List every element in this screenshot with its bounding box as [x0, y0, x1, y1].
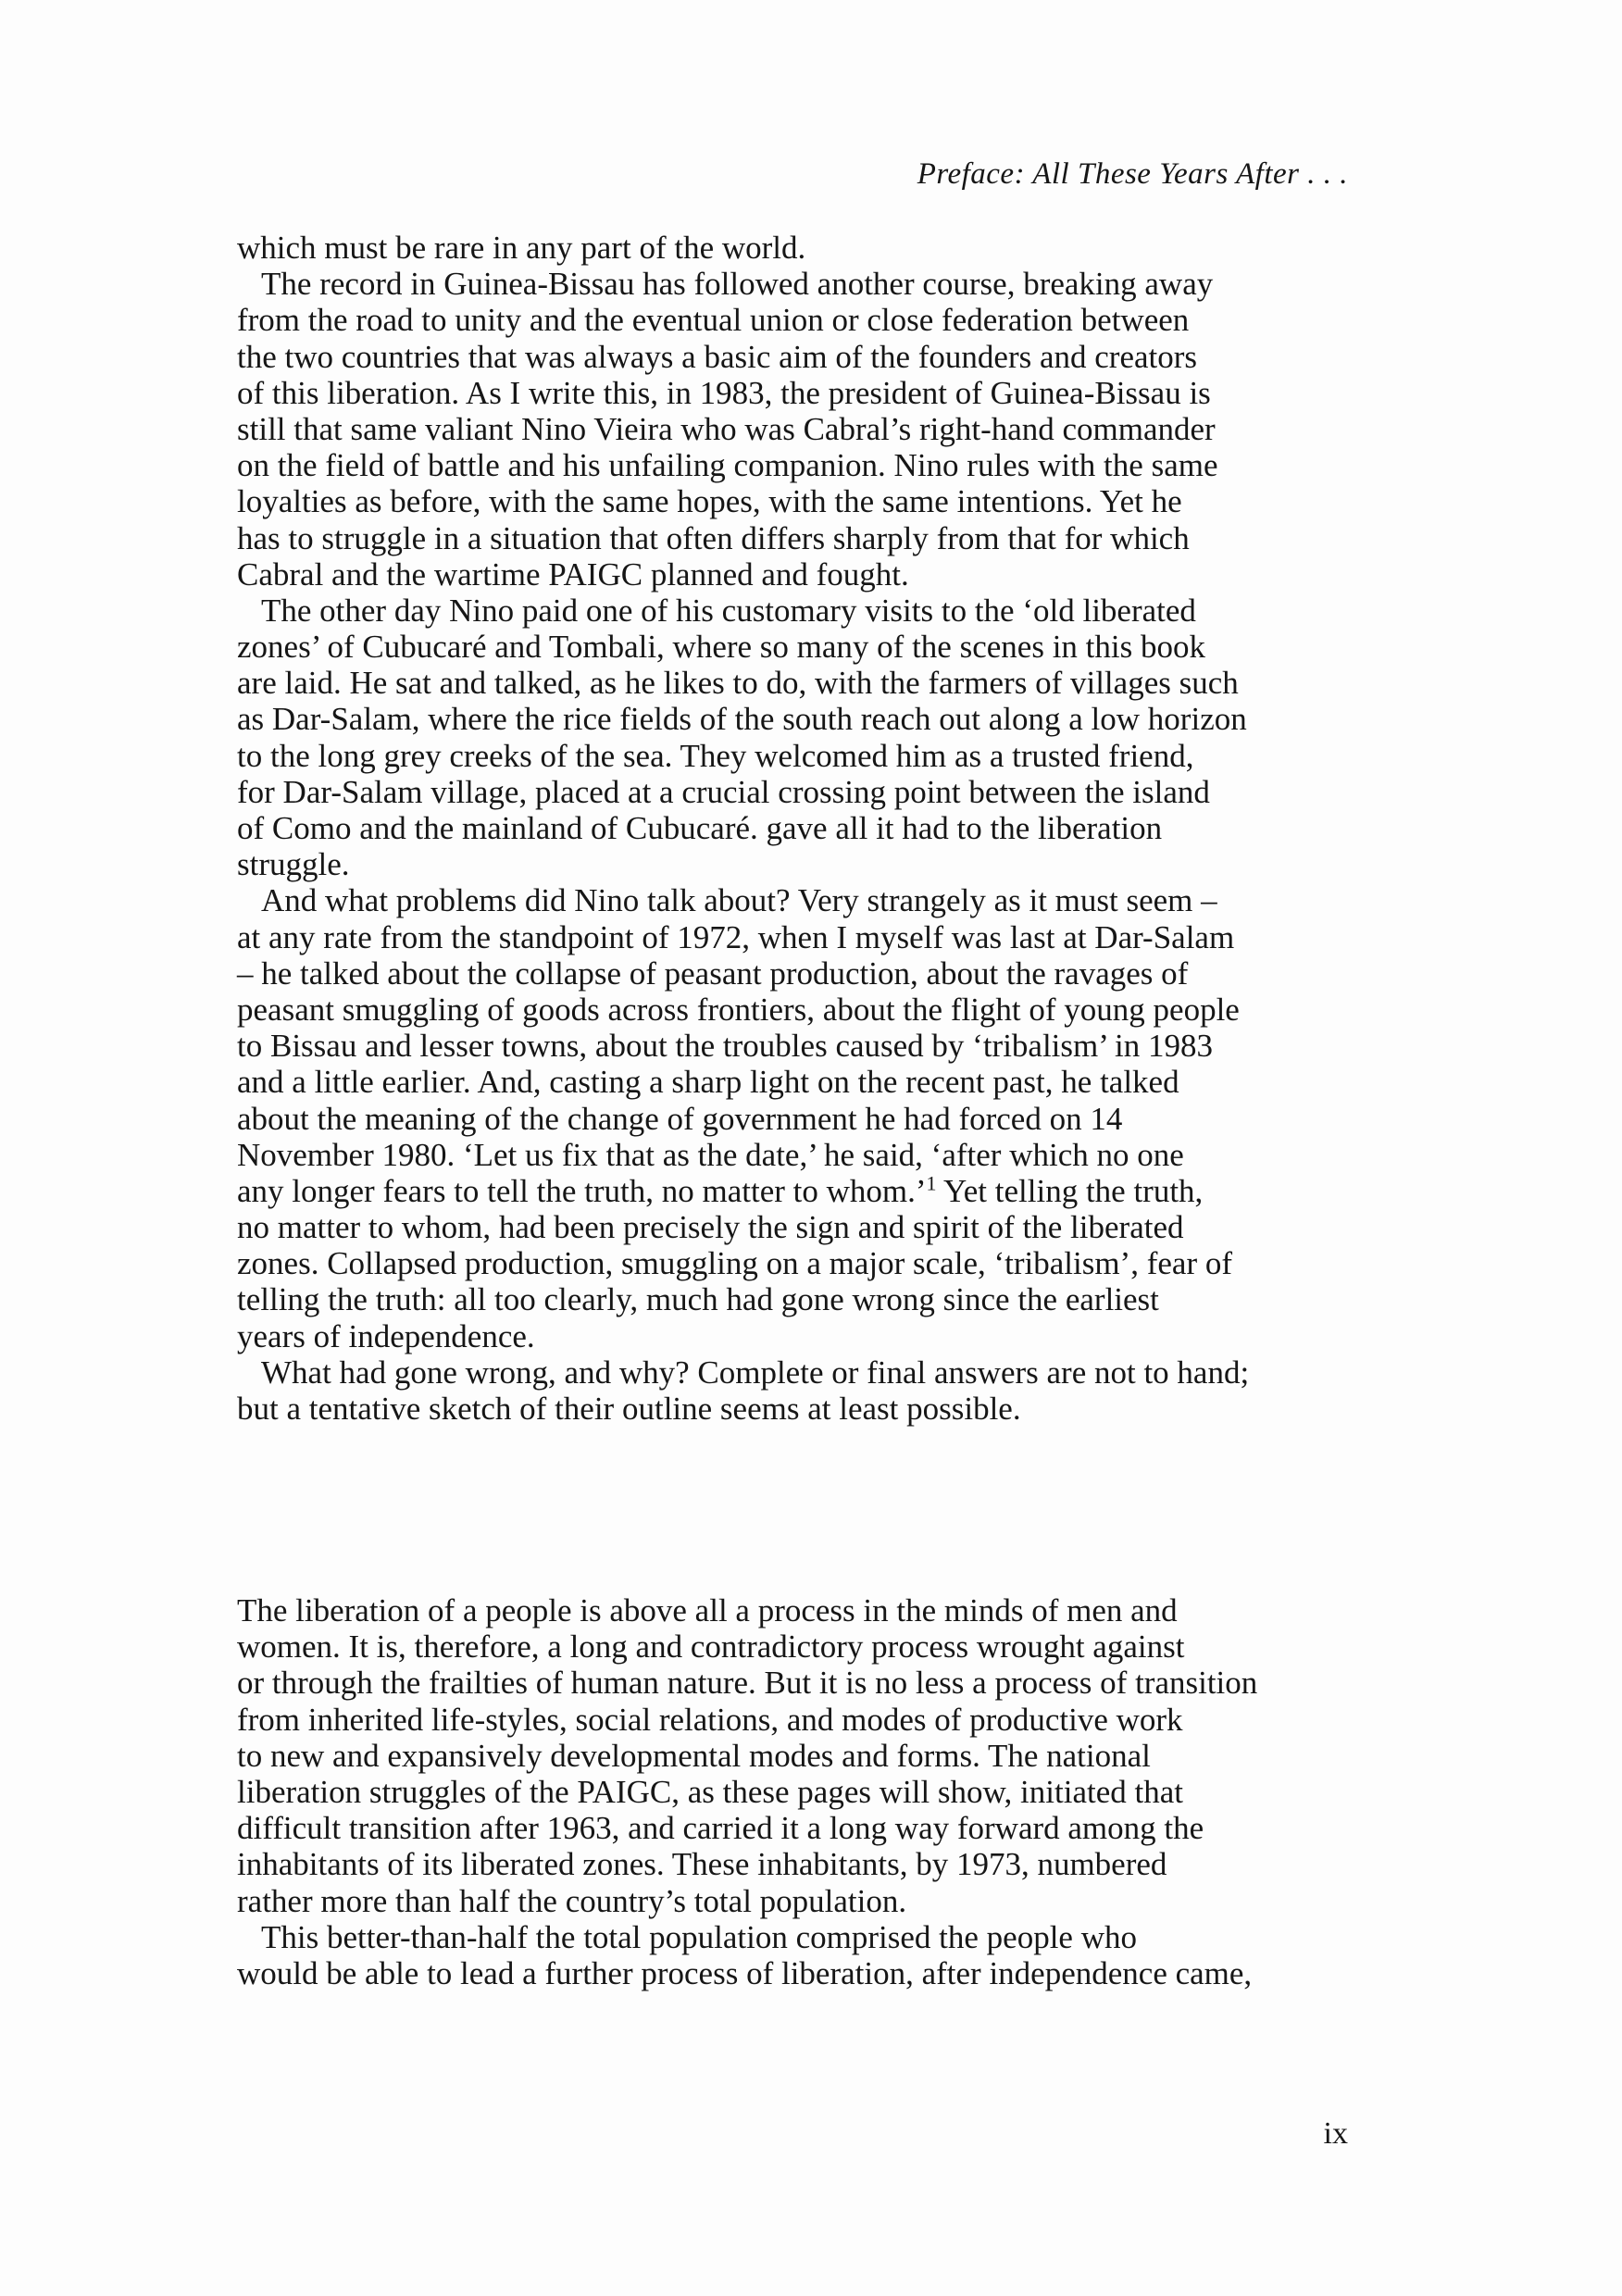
- text-line: [237, 1318, 1385, 1354]
- line-text: struggle.: [237, 846, 350, 883]
- text-line: [237, 846, 1385, 882]
- line-text: loyalties as before, with the same hopes, with the same intentions. Yet he: [237, 483, 1182, 520]
- line-text: or through the frailties of human nature. But it is no less a process of transition: [237, 1665, 1258, 1702]
- text-line: [237, 665, 1385, 701]
- text-line: [237, 1137, 1385, 1173]
- text-block-2: [237, 1592, 1385, 1991]
- line-text: years of independence.: [237, 1317, 535, 1354]
- text-line: [237, 701, 1385, 737]
- text-line: [237, 738, 1385, 774]
- line-text: – he talked about the collapse of peasant production, about the ravages of: [237, 955, 1189, 992]
- line-text: from inherited life-styles, social relations, and modes of productive work: [237, 1701, 1183, 1738]
- text-line: [237, 1101, 1385, 1137]
- line-text: November 1980. ‘Let us fix that as the date,’ he said, ‘after which no one: [237, 1136, 1184, 1173]
- text-line: [237, 1810, 1385, 1846]
- line-text: of this liberation. As I write this, in 1983, the president of Guinea-Bissau is: [237, 374, 1211, 411]
- text-line: [237, 1774, 1385, 1810]
- line-text: to new and expansively developmental modes and forms. The national: [237, 1737, 1151, 1774]
- text-line: [237, 1173, 1385, 1209]
- text-line: [237, 1665, 1385, 1701]
- text-line: [237, 1883, 1385, 1919]
- line-text: zones’ of Cubucaré and Tombali, where so many of the scenes in this book: [237, 629, 1205, 666]
- text-line: [237, 1592, 1385, 1628]
- line-text: for Dar-Salam village, placed at a crucial crossing point between the island: [237, 773, 1210, 810]
- text-line: [237, 339, 1385, 375]
- line-text: but a tentative sketch of their outline seems at least possible.: [237, 1391, 1021, 1427]
- text-line: [237, 1846, 1385, 1882]
- line-text: zones. Collapsed production, smuggling on a major scale, ‘tribalism’, fear of: [237, 1245, 1233, 1282]
- line-text: rather more than half the country’s total population.: [237, 1882, 907, 1919]
- text-line: [237, 1209, 1385, 1245]
- text-line: [237, 629, 1385, 665]
- text-line: [237, 447, 1385, 483]
- running-head: Preface: All These Years After . . .: [917, 157, 1348, 191]
- text-line: [237, 1628, 1385, 1665]
- text-line: [237, 882, 1385, 918]
- text-line: [237, 774, 1385, 810]
- text-line: [237, 411, 1385, 447]
- text-line: [237, 955, 1385, 992]
- page-number: ix: [1323, 2116, 1348, 2151]
- line-text: as Dar-Salam, where the rice fields of the south reach out along a low horizon: [237, 701, 1247, 738]
- line-text: This better-than-half the total population comprised the people who: [261, 1918, 1137, 1955]
- text-line: [237, 593, 1385, 629]
- text-line: [237, 1354, 1385, 1391]
- line-text: about the meaning of the change of government he had forced on 14: [237, 1100, 1123, 1137]
- text-line: [237, 1281, 1385, 1317]
- text-line: [237, 1064, 1385, 1100]
- text-line: [237, 919, 1385, 955]
- line-text: and a little earlier. And, casting a sharp light on the recent past, he talked: [237, 1064, 1179, 1101]
- text-line: [237, 520, 1385, 556]
- line-text: at any rate from the standpoint of 1972, when I myself was last at Dar-Salam: [237, 918, 1235, 955]
- text-line: [237, 1391, 1385, 1427]
- text-line: [237, 266, 1385, 302]
- text-line: [237, 810, 1385, 846]
- line-text: the two countries that was always a basic aim of the founders and creators: [237, 338, 1198, 375]
- line-text: from the road to unity and the eventual union or close federation between: [237, 302, 1190, 339]
- text-line: [237, 375, 1385, 411]
- line-text: The record in Guinea-Bissau has followed another course, breaking away: [261, 266, 1214, 303]
- text-line: [237, 992, 1385, 1028]
- line-text: no matter to whom, had been precisely the sign and spirit of the liberated: [237, 1209, 1184, 1246]
- line-text: telling the truth: all too clearly, much had gone wrong since the earliest: [237, 1281, 1159, 1318]
- line-text: are laid. He sat and talked, as he likes to do, with the farmers of villages such: [237, 665, 1239, 702]
- line-text: on the field of battle and his unfailing companion. Nino rules with the same: [237, 447, 1218, 484]
- text-line: [237, 1955, 1385, 1991]
- text-line: [237, 1702, 1385, 1738]
- text-line: [237, 1738, 1385, 1774]
- text-line: [237, 556, 1385, 593]
- text-line: [237, 1919, 1385, 1955]
- text-line: [237, 1245, 1385, 1281]
- line-text: difficult transition after 1963, and carried it a long way forward among the: [237, 1810, 1204, 1847]
- text-block-1: [237, 230, 1385, 1427]
- line-text: The other day Nino paid one of his customary visits to the ‘old liberated: [261, 592, 1196, 629]
- line-text: What had gone wrong, and why? Complete or final answers are not to hand;: [261, 1354, 1250, 1391]
- line-text: inhabitants of its liberated zones. These inhabitants, by 1973, numbered: [237, 1846, 1167, 1883]
- line-text: which must be rare in any part of the world.: [237, 230, 806, 266]
- line-text: peasant smuggling of goods across frontiers, about the flight of young people: [237, 991, 1240, 1028]
- line-text: to Bissau and lesser towns, about the troubles caused by ‘tribalism’ in 1983: [237, 1028, 1214, 1065]
- line-text: The liberation of a people is above all a process in the minds of men and: [237, 1592, 1178, 1628]
- line-text: liberation struggles of the PAIGC, as these pages will show, initiated that: [237, 1773, 1183, 1810]
- line-text-continued: Yet telling the truth,: [936, 1172, 1204, 1209]
- line-text: to the long grey creeks of the sea. They welcomed him as a trusted friend,: [237, 737, 1194, 774]
- text-line: [237, 302, 1385, 338]
- line-text: has to struggle in a situation that often differs sharply from that for which: [237, 519, 1190, 556]
- text-line: [237, 483, 1385, 519]
- line-text: would be able to lead a further process of liberation, after independence came,: [237, 1954, 1253, 1991]
- text-line: [237, 1028, 1385, 1064]
- line-text: women. It is, therefore, a long and contradictory process wrought against: [237, 1628, 1185, 1666]
- line-text: Cabral and the wartime PAIGC planned and fought.: [237, 555, 909, 593]
- line-text: And what problems did Nino talk about? Very strangely as it must seem –: [261, 882, 1217, 919]
- line-text: still that same valiant Nino Vieira who was Cabral’s right-hand commander: [237, 410, 1216, 447]
- line-text: of Como and the mainland of Cubucaré. gave all it had to the liberation: [237, 810, 1163, 846]
- line-text: any longer fears to tell the truth, no matter to whom.’: [237, 1172, 927, 1209]
- text-line: [237, 230, 1385, 266]
- footnote-reference: 1: [926, 1171, 937, 1195]
